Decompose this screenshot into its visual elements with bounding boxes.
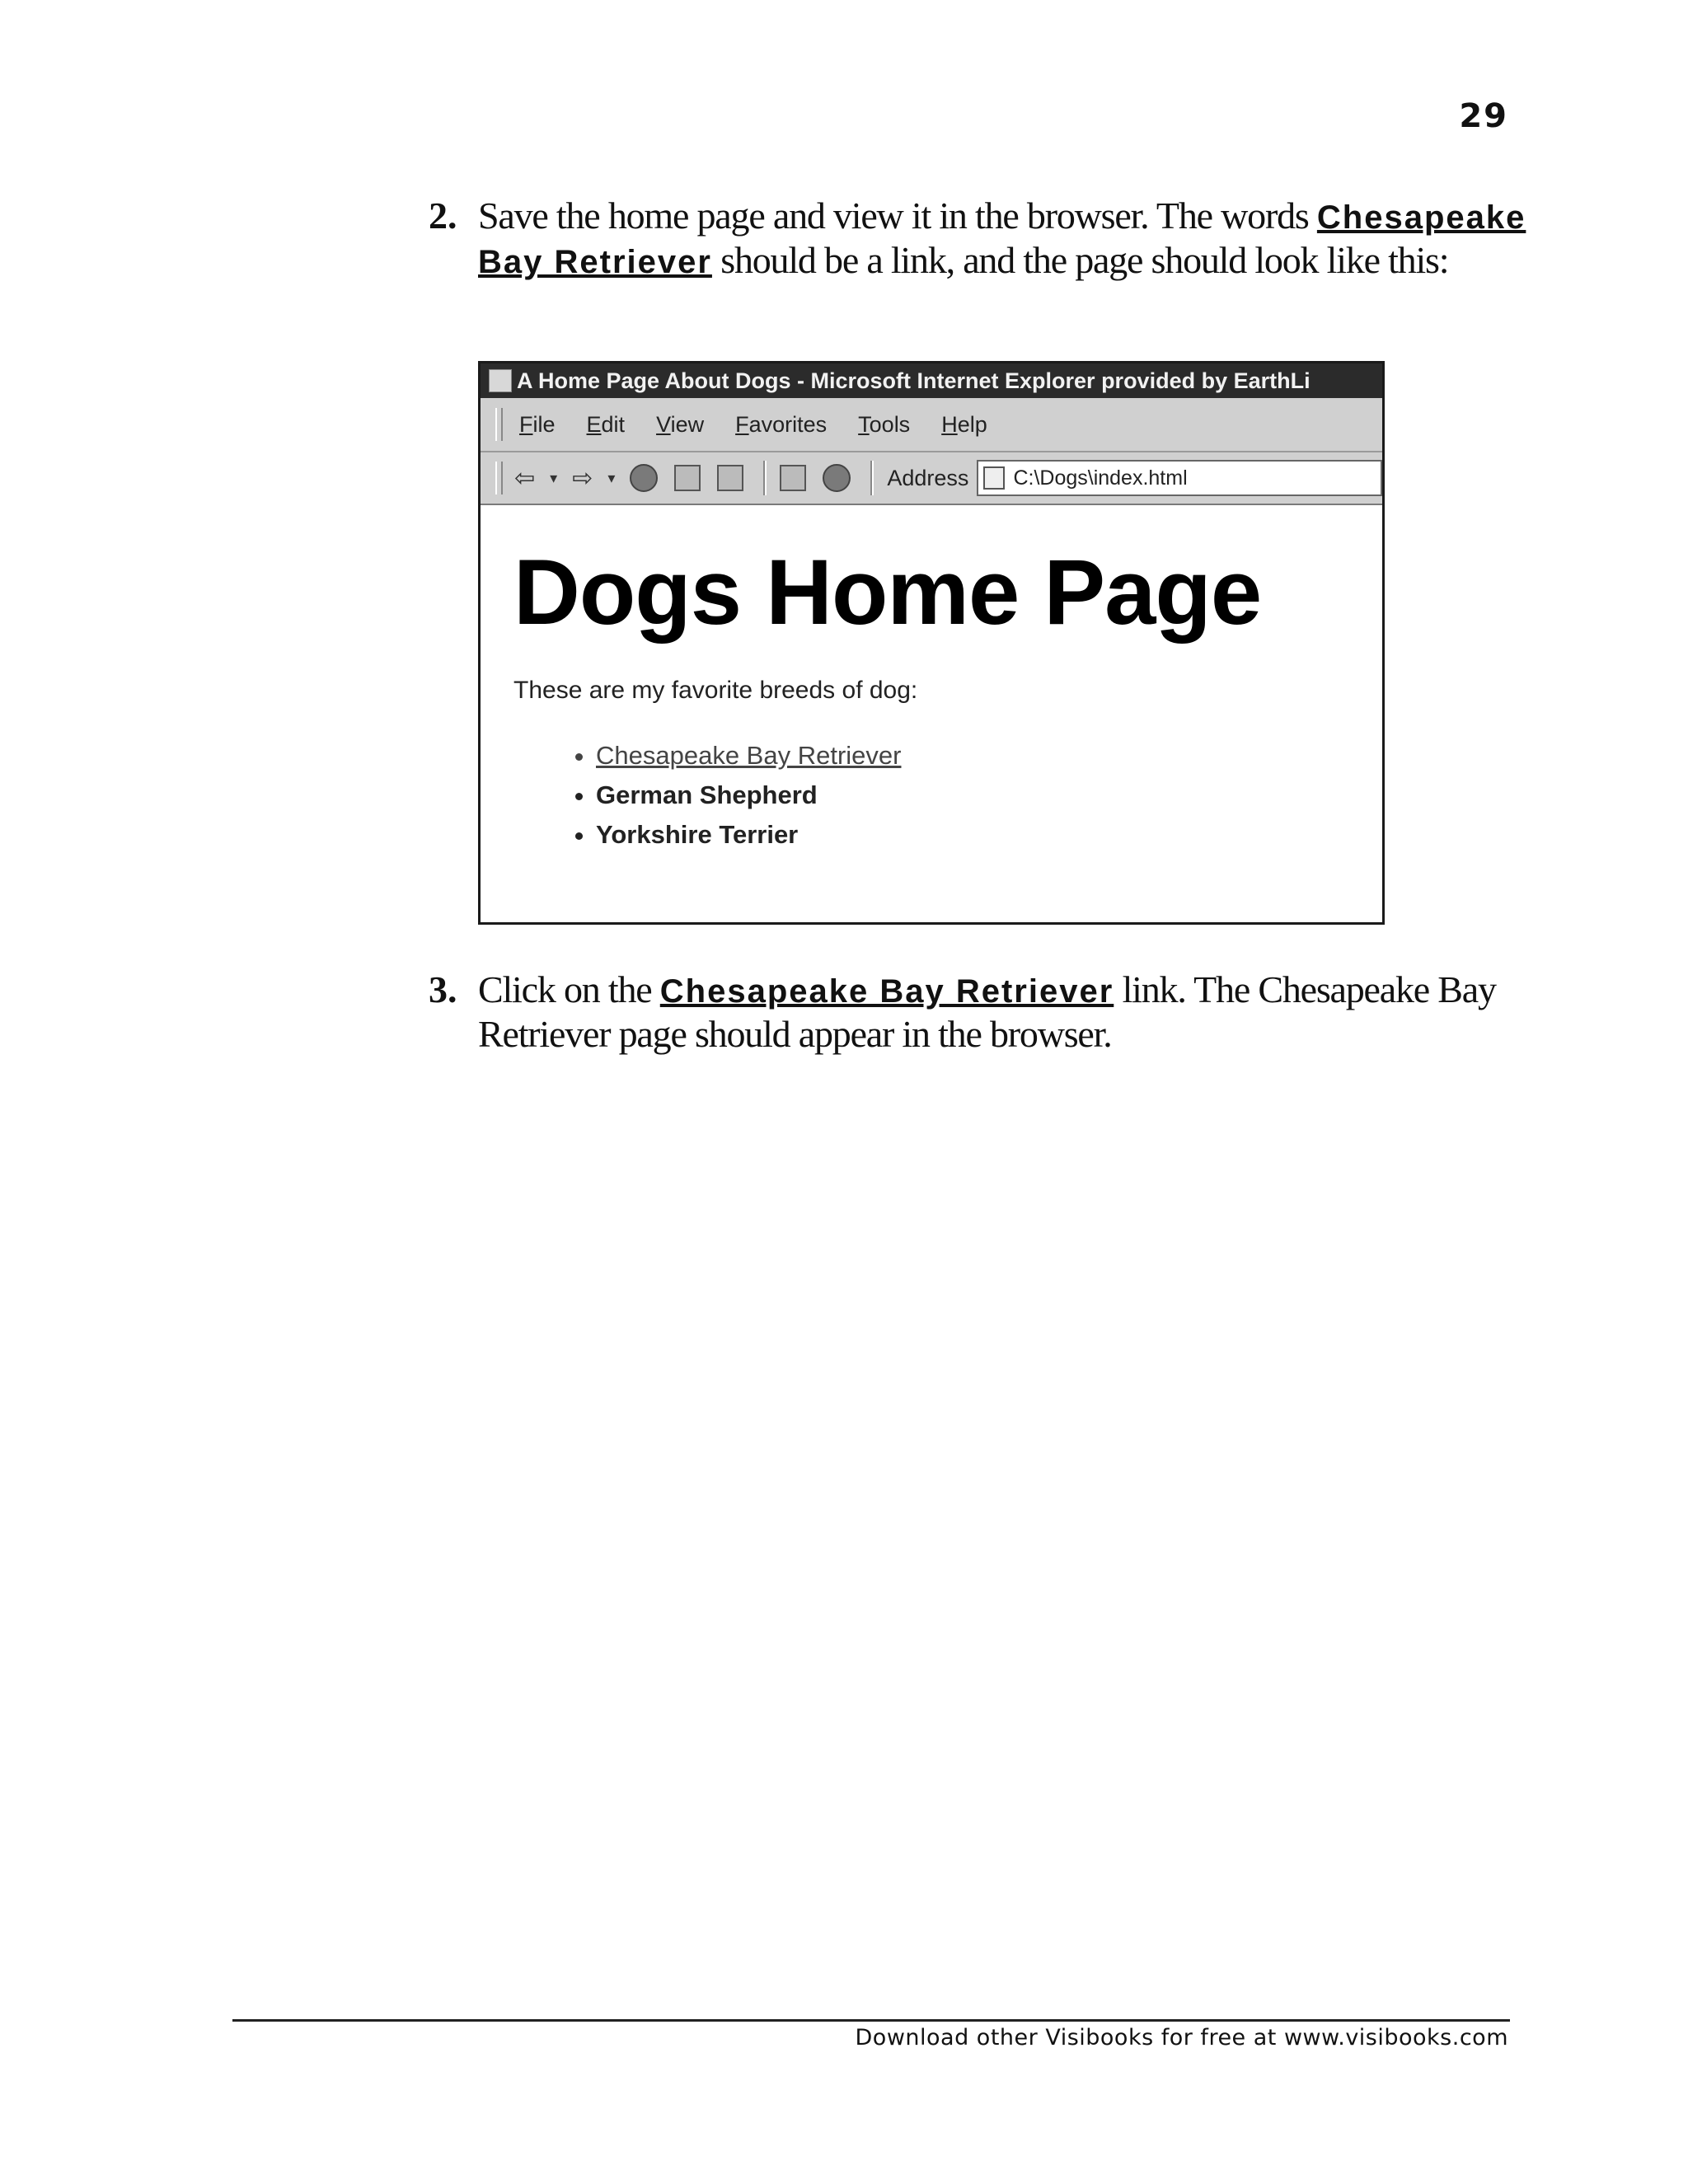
step-2 [429,194,1533,284]
step-text-before: Click on the [478,968,660,1010]
menu-view[interactable]: View [656,411,705,437]
chesapeake-link[interactable]: Chesapeake Bay Retriever [478,199,1526,280]
browser-title: A Home Page About Dogs - Microsoft Internet Explorer provided by EarthLi [517,368,1311,393]
menu-file[interactable]: File [519,411,556,437]
toolbar-separator [870,461,874,495]
step-3 [429,968,1533,1056]
menu-tools[interactable]: Tools [858,411,911,437]
forward-dropdown-icon[interactable]: ▾ [607,469,616,486]
forward-arrow-icon[interactable]: ⇨ [572,464,593,492]
home-icon[interactable] [717,465,743,491]
intro-text: These are my favorite breeds of dog: [513,677,918,704]
stop-icon[interactable] [630,464,658,492]
step-text-before: Save the home page and view it in the browser. The words [478,194,1317,237]
back-arrow-icon[interactable]: ⇦ [514,464,536,492]
toolbar-separator [763,461,767,495]
menu-edit[interactable]: Edit [586,411,626,437]
page-icon [983,466,1005,490]
step-number: 2. [429,194,457,237]
browser-content [481,505,1382,855]
toolbar-grip[interactable] [495,408,503,441]
chesapeake-link[interactable]: Chesapeake Bay Retriever [659,973,1114,1010]
browser-screenshot [478,361,1385,925]
dogs-heading: Dogs Home Page [513,541,1262,644]
address-label: Address [887,465,969,490]
browser-toolbar [481,452,1382,505]
menu-help[interactable]: Help [941,411,987,437]
step-text [478,194,1533,284]
step-text [478,968,1533,1056]
breed-list [513,736,1382,855]
footer-divider [232,2019,1510,2022]
print-icon[interactable] [780,465,806,491]
menu-favorites[interactable]: Favorites [735,411,828,437]
breed-item-yorkshire-terrier: • Yorkshire Terrier [596,815,1382,855]
toolbar-grip[interactable] [495,462,503,494]
step-text-after: link. The Chesapeake Bay Retriever page should appear in the browser. [478,968,1496,1055]
ie-icon [489,369,512,392]
step-number: 3. [429,968,457,1010]
breed-item-german-shepherd: • German Shepherd [596,776,1382,815]
breed-link-chesapeake[interactable]: • Chesapeake Bay Retriever [596,736,1382,776]
browser-menubar [481,398,1382,452]
mail-icon[interactable] [823,464,851,492]
address-value[interactable]: C:\Dogs\index.html [1013,466,1188,490]
browser-titlebar [481,363,1382,398]
refresh-icon[interactable] [674,465,701,491]
footer-text: Download other Visibooks for free at www.visibooks.com [855,2025,1508,2050]
address-bar[interactable] [977,460,1382,496]
step-text-after: should be a link, and the page should look like this: [711,239,1449,281]
back-dropdown-icon[interactable]: ▾ [550,469,558,486]
page-number: 29 [1459,97,1508,135]
